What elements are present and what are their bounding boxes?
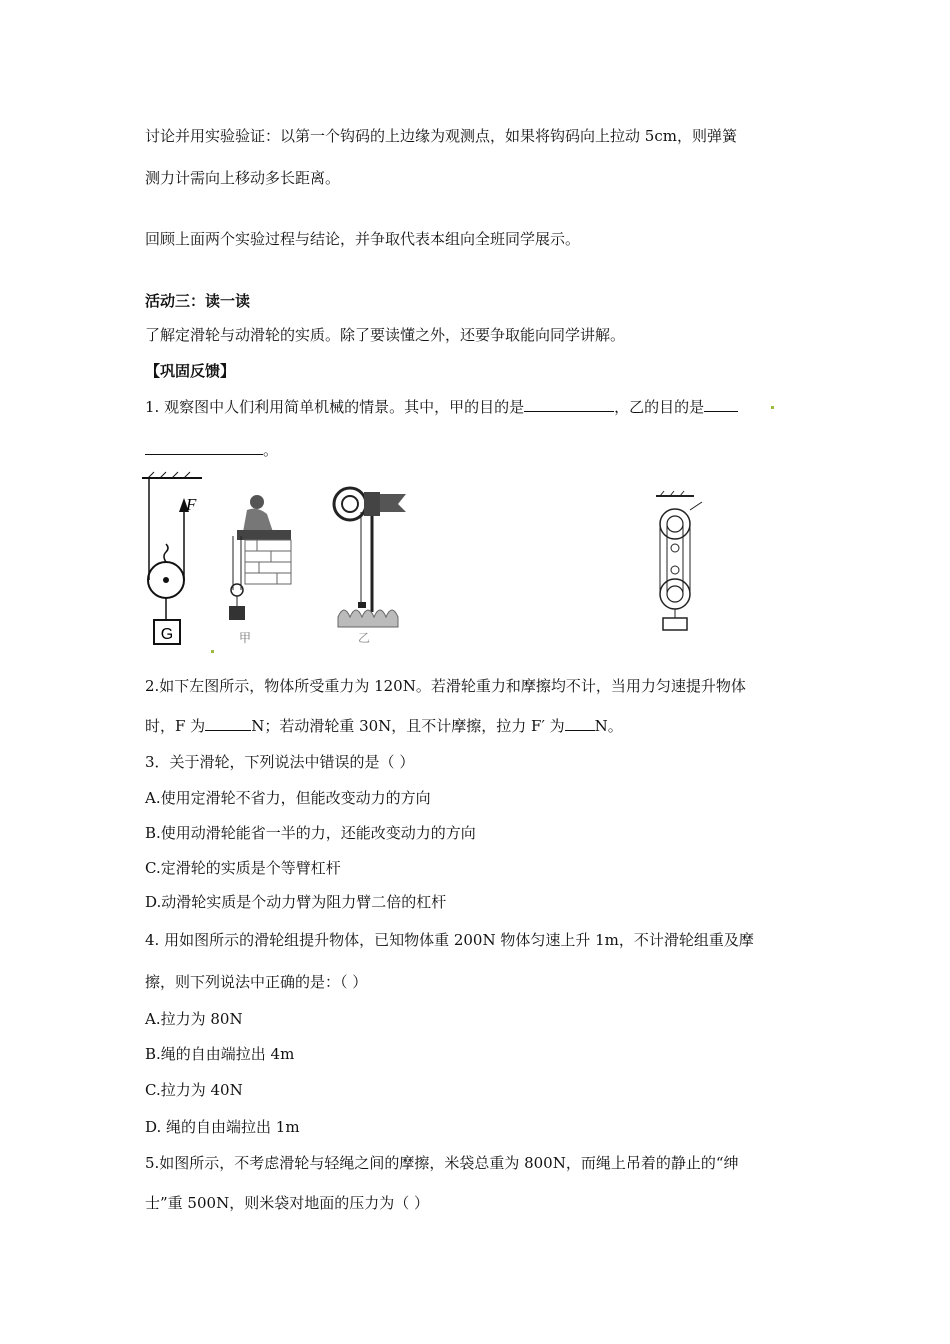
question-2-text-1: 时，F 为 — [145, 717, 206, 735]
question-1-text-1: 1. 观察图中人们利用简单机械的情景。其中，甲的目的是 — [145, 398, 525, 416]
label-jia: 甲 — [239, 631, 252, 645]
stray-mark — [771, 406, 774, 409]
intro-line-1: 讨论并用实验验证：以第一个钩码的上边缘为观测点，如果将钩码向上拉动 5cm，则弹簧 — [145, 127, 737, 145]
flag-figure-yi — [328, 482, 418, 650]
answer-blank-jia[interactable] — [524, 397, 614, 412]
question-1-line-1 — [145, 397, 738, 417]
question-2-text-2: N；若动滑轮重 30N，且不计摩擦，拉力 F′ 为 — [251, 717, 565, 735]
question-3-stem: 3．关于滑轮，下列说法中错误的是（ ） — [145, 753, 415, 771]
answer-blank-yi[interactable] — [704, 397, 738, 412]
question-2-text-3: N。 — [594, 717, 623, 735]
feedback-heading: 【巩固反馈】 — [145, 362, 236, 380]
question-4-line-2: 擦，则下列说法中正确的是：（ ） — [145, 973, 368, 991]
question-3-option-d: D.动滑轮实质是个动力臂为阻力臂二倍的杠杆 — [145, 893, 447, 911]
question-1-text-3: 。 — [263, 441, 279, 459]
question-1-line-2 — [145, 440, 278, 460]
stray-mark — [211, 650, 214, 653]
compound-pulley-diagram — [648, 490, 708, 635]
question-3-option-c: C.定滑轮的实质是个等臂杠杆 — [145, 859, 341, 877]
answer-blank-yi-continued[interactable] — [145, 440, 263, 455]
force-label: F — [186, 495, 197, 514]
intro-line-2: 测力计需向上移动多长距离。 — [145, 169, 341, 187]
activity3-text: 了解定滑轮与动滑轮的实质。除了要读懂之外，还要争取能向同学讲解。 — [145, 326, 626, 344]
question-3-option-a: A.使用定滑轮不省力，但能改变动力的方向 — [145, 789, 431, 807]
answer-blank-f-prime[interactable] — [565, 716, 595, 731]
question-2-line-1: 2.如下左图所示，物体所受重力为 120N。若滑轮重力和摩擦均不计，当用力匀速提升物体 — [145, 677, 746, 695]
question-5-line-2: 士”重 500N，则米袋对地面的压力为（ ） — [145, 1194, 429, 1212]
answer-blank-f[interactable] — [205, 716, 251, 731]
question-3-option-b: B.使用动滑轮能省一半的力，还能改变动力的方向 — [145, 824, 476, 842]
pulley-figure-left — [140, 470, 210, 650]
activity3-heading: 活动三：读一读 — [145, 292, 251, 310]
question-4-option-d: D. 绳的自由端拉出 1m — [145, 1118, 300, 1136]
flagpole-pulley-diagram — [328, 482, 418, 650]
question-4-line-1: 4. 用如图所示的滑轮组提升物体，已知物体重 200N 物体匀速上升 1m，不计滑轮组重及摩 — [145, 931, 754, 949]
weight-label: G — [160, 626, 174, 643]
question-4-option-c: C.拉力为 40N — [145, 1081, 243, 1099]
intro-line-3: 回顾上面两个实验过程与结论，并争取代表本组向全班同学展示。 — [145, 230, 581, 248]
question-2-line-2 — [145, 716, 623, 736]
worker-figure-jia — [215, 490, 295, 650]
question-4-option-b: B.绳的自由端拉出 4m — [145, 1045, 295, 1063]
label-yi: 乙 — [358, 631, 371, 645]
pulley-block-figure — [648, 490, 708, 635]
question-1-text-2: ，乙的目的是 — [614, 398, 705, 416]
question-5-line-1: 5.如图所示，不考虑滑轮与轻绳之间的摩擦，米袋总重为 800N，而绳上吊着的静止的“绅 — [145, 1154, 739, 1172]
worker-on-wall-diagram — [215, 490, 295, 650]
question-4-option-a: A.拉力为 80N — [145, 1010, 243, 1028]
fixed-pulley-diagram — [140, 470, 210, 650]
